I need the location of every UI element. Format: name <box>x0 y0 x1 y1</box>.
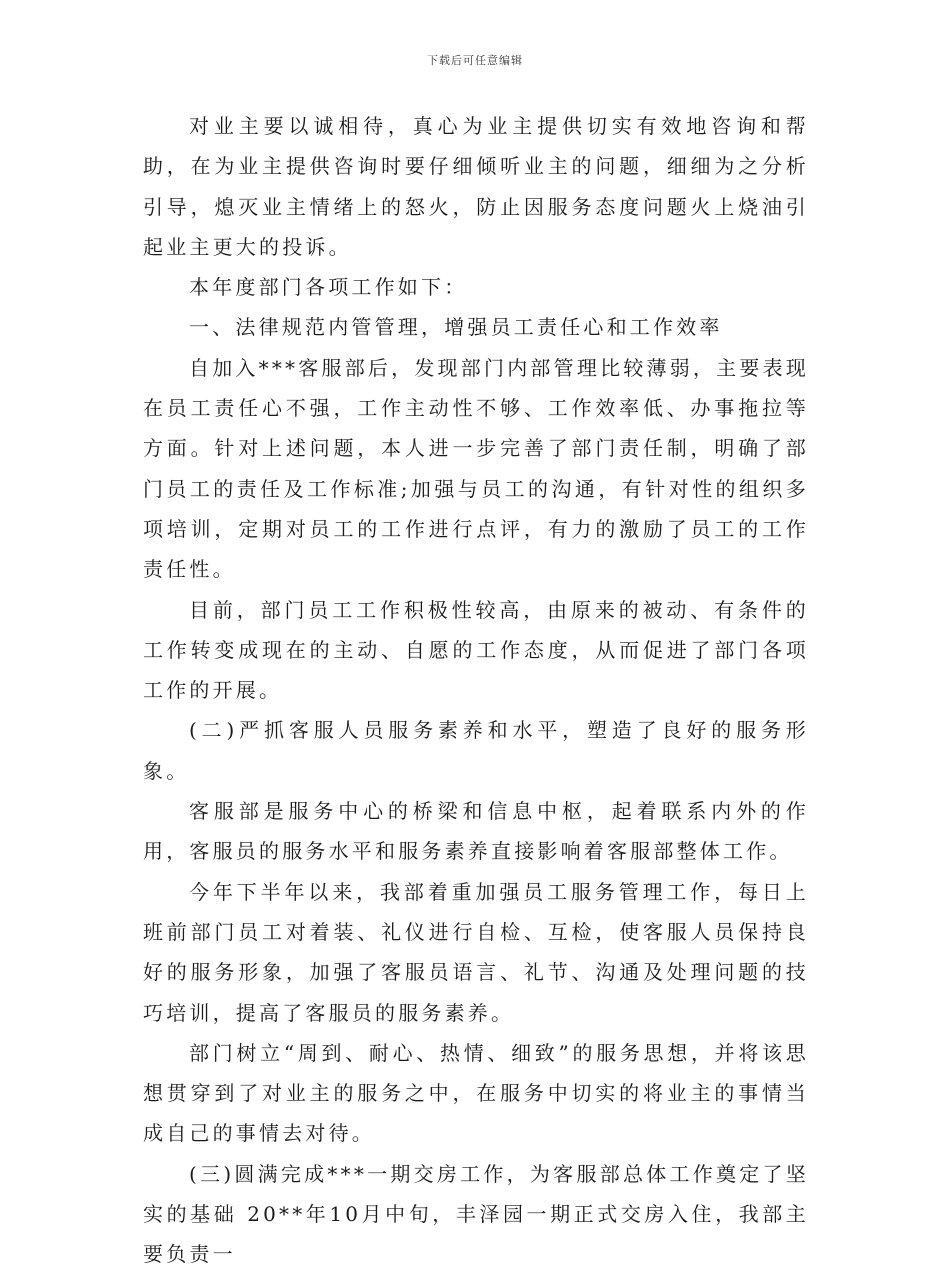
section-heading-1: 一、法律规范内管管理，增强员工责任心和工作效率 <box>189 315 723 340</box>
paragraph-intro: 对业主要以诚相待，真心为业主提供切实有效地咨询和帮助，在为业主提供咨询时要仔细倾听业主的问题，细细为之分析引导，熄灭业主情绪上的怒火，防止因服务态度问题火上烧油引起业主更大的投诉。 <box>143 114 809 259</box>
section-heading-2: (二)严抓客服人员服务素养和水平，塑造了良好的服务形象。 <box>143 718 809 783</box>
page-header: 下载后可任意编辑 <box>427 54 523 67</box>
paragraph-service-training: 今年下半年以来，我部着重加强员工服务管理工作，每日上班前部门员工对着装、礼仪进行自检、互检，使客服人员保持良好的服务形象，加强了客服员语言、礼节、沟通及处理问题的技巧培训，提高了客服员的服务素养。 <box>143 879 809 1025</box>
paragraph-work-overview: 本年度部门各项工作如下： <box>189 275 468 300</box>
document-body <box>143 106 809 1275</box>
section-heading-3: (三)圆满完成***一期交房工作，为客服部总体工作奠定了坚实的基础 20**年10月中旬，丰泽园一期正式交房入住，我部主要负责一 <box>143 1161 809 1267</box>
paragraph-current-status: 目前，部门员工工作积极性较高，由原来的被动、有条件的工作转变成现在的主动、自愿的工作态度，从而促进了部门各项工作的开展。 <box>143 597 809 703</box>
paragraph-internal-management: 自加入***客服部后，发现部门内部管理比较薄弱，主要表现在员工责任心不强，工作主动性不够、工作效率低、办事拖拉等方面。针对上述问题，本人进一步完善了部门责任制，明确了部门员工的责任及工作标准;加强与员工的沟通，有针对性的组织多项培训，定期对员工的工作进行点评，有力的激励了员工的工作责任性。 <box>143 355 809 582</box>
paragraph-service-philosophy: 部门树立“周到、耐心、热情、细致”的服务思想，并将该思想贯穿到了对业主的服务之中，在服务中切实的将业主的事情当成自己的事情去对待。 <box>143 1040 809 1146</box>
paragraph-customer-service-role: 客服部是服务中心的桥梁和信息中枢，起着联系内外的作用，客服员的服务水平和服务素养直接影响着客服部整体工作。 <box>143 799 809 864</box>
